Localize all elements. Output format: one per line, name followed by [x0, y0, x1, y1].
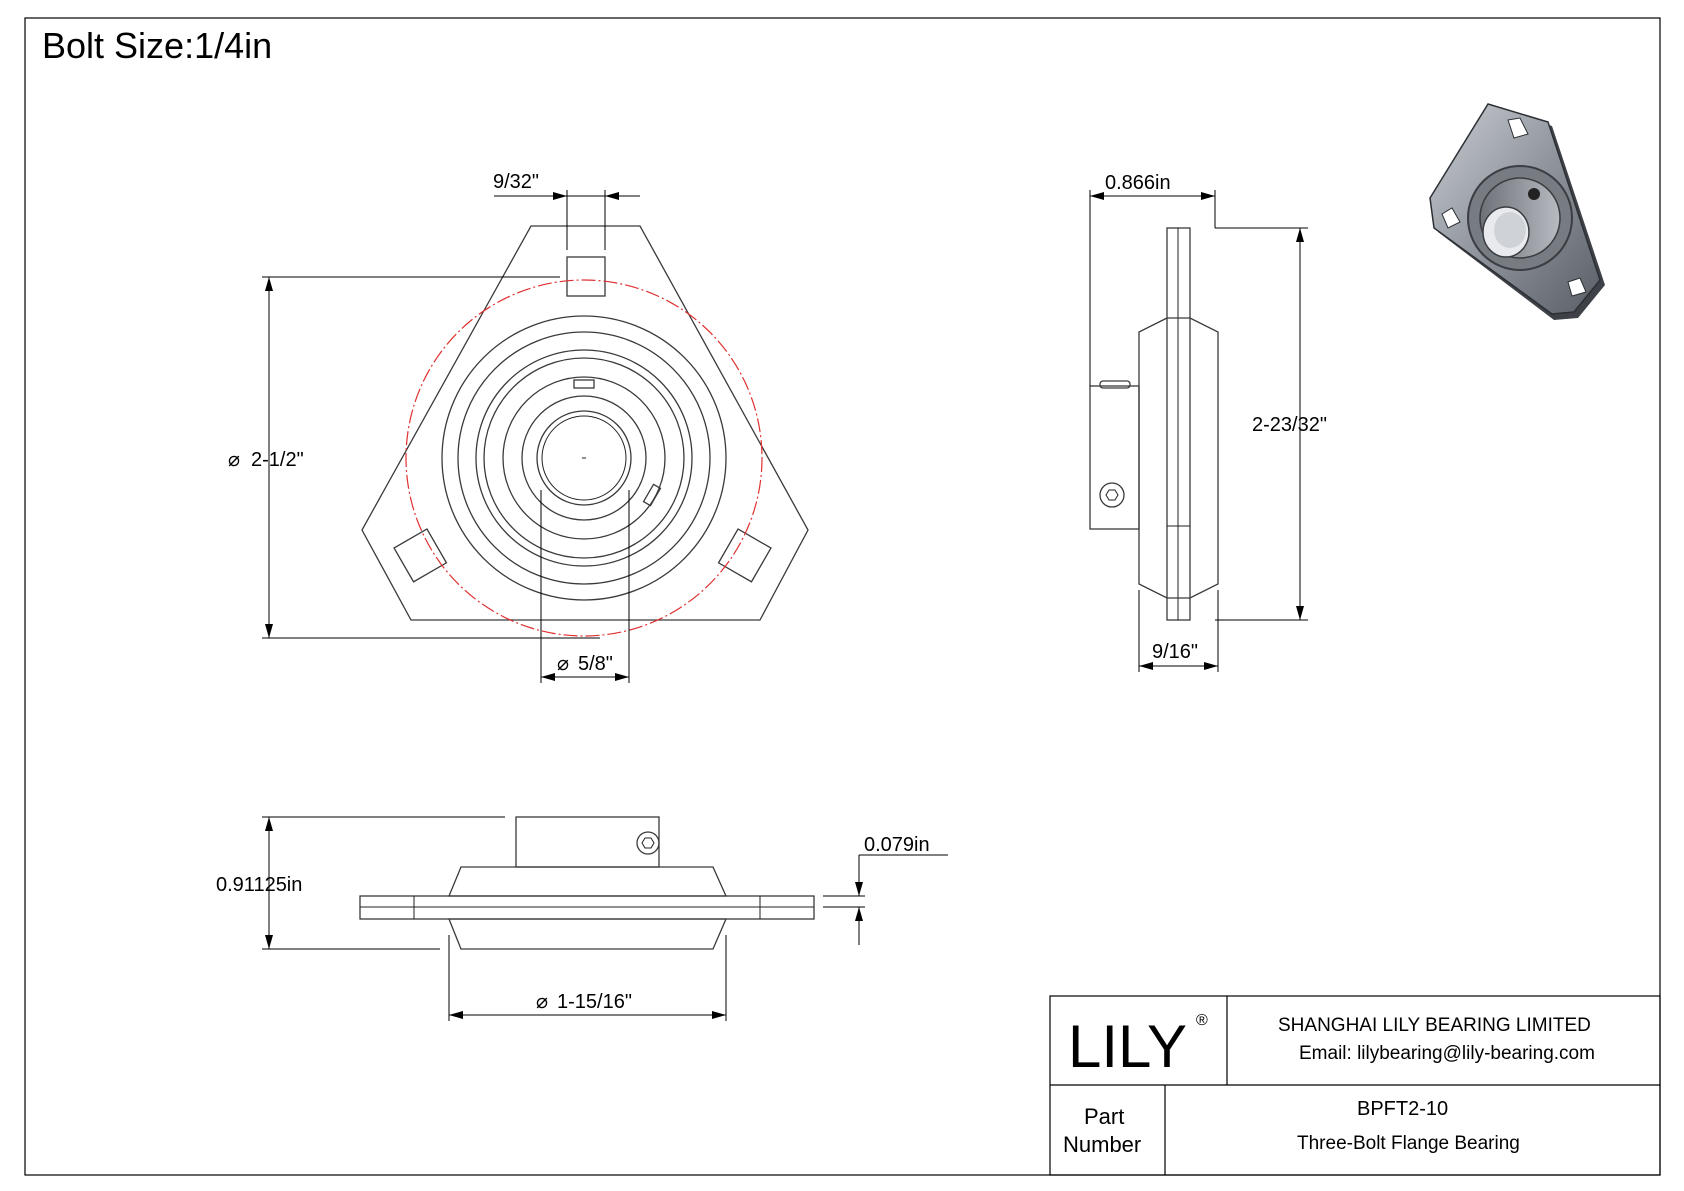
- set-screw-cap: [1100, 381, 1130, 388]
- sheet-border: [25, 18, 1660, 1175]
- set-screw-head: [1100, 483, 1124, 507]
- height-label: 2-23/32": [1252, 414, 1327, 436]
- hub-upper: [449, 867, 726, 896]
- company-logo: LILY: [1068, 1013, 1187, 1080]
- dim-bolt-circle: [228, 277, 600, 638]
- set-screw-side: [644, 484, 661, 505]
- hub-lower: [449, 919, 726, 949]
- hub-diameter-symbol: ⌀: [536, 991, 549, 1013]
- part-description: Three-Bolt Flange Bearing: [1297, 1133, 1520, 1154]
- company-name: SHANGHAI LILY BEARING LIMITED: [1278, 1015, 1591, 1036]
- part-number: BPFT2-10: [1357, 1098, 1449, 1120]
- title-block: [1050, 996, 1660, 1175]
- set-screw-top: [574, 380, 594, 388]
- company-email: Email: lilybearing@lily-bearing.com: [1299, 1043, 1595, 1064]
- slot-width-label: 9/32": [493, 171, 540, 193]
- part-label-line1: Part: [1084, 1104, 1125, 1129]
- overall-height-label: 0.91125in: [216, 874, 303, 896]
- registered-mark: ®: [1196, 1012, 1208, 1029]
- dim-bore: [541, 490, 629, 683]
- flange-thickness-label: 0.079in: [864, 834, 930, 856]
- dim-overall-height: [216, 817, 505, 949]
- top-bolt-slot: [567, 257, 605, 296]
- bolt-circle-label: 2-1/2": [251, 449, 304, 471]
- right-bolt-slot: [719, 529, 771, 582]
- flange-outline: [362, 226, 808, 620]
- front-view: [228, 171, 808, 683]
- overall-length-label: 0.866in: [1105, 172, 1171, 194]
- bore-symbol: ⌀: [557, 653, 570, 675]
- bottom-view: [216, 817, 948, 1021]
- bearing-3d-render: [1430, 104, 1605, 320]
- dim-height: [1215, 228, 1327, 620]
- dim-slot-width: [493, 171, 640, 250]
- side-view: [1090, 172, 1327, 672]
- hub-diameter-label: 1-15/16": [557, 991, 632, 1013]
- collar-profile: [1090, 386, 1139, 529]
- bottom-set-screw: [637, 832, 659, 854]
- dim-flange-thickness: [823, 834, 948, 945]
- bolt-circle-symbol: ⌀: [228, 449, 241, 471]
- dim-overall-length: [1090, 172, 1215, 386]
- hub-length-label: 9/16": [1152, 641, 1199, 663]
- bore-label: 5/8": [578, 653, 613, 675]
- dim-hub-diameter: [449, 935, 726, 1021]
- left-bolt-slot: [394, 529, 446, 582]
- page-title: Bolt Size:1/4in: [42, 25, 273, 66]
- part-label-line2: Number: [1063, 1132, 1142, 1157]
